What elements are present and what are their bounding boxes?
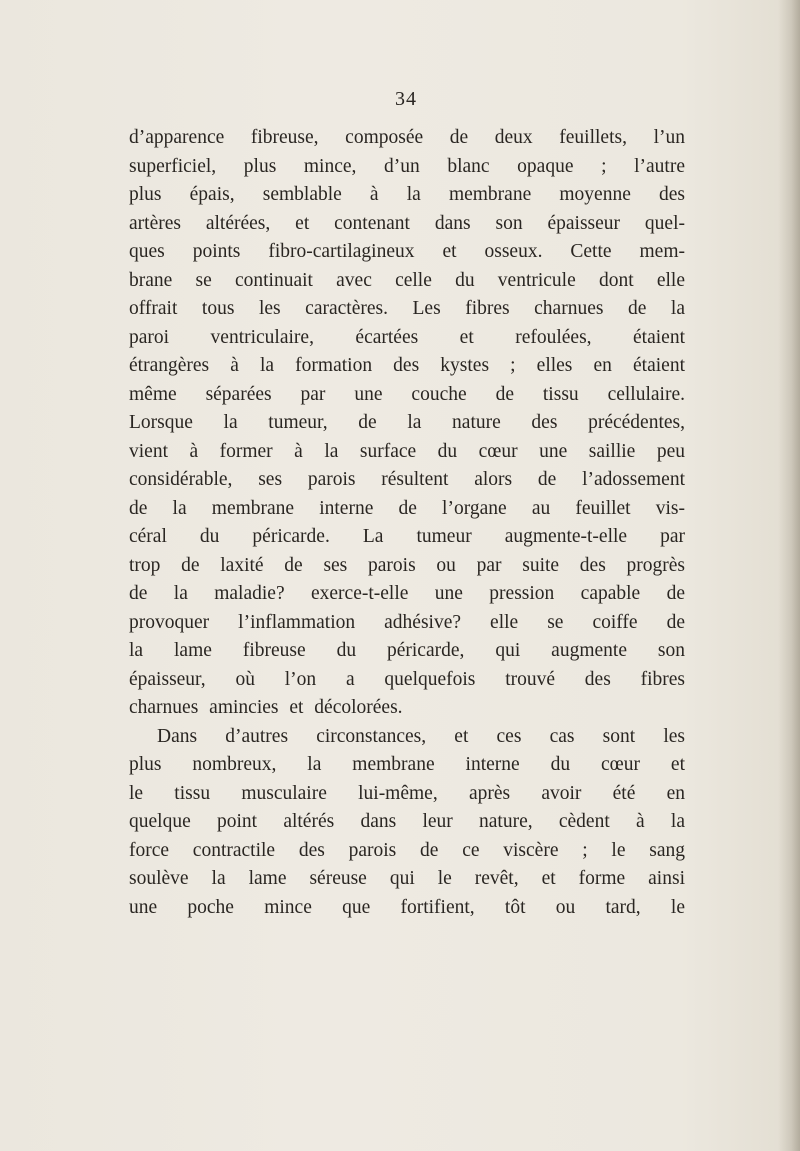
text-line: céral du péricarde. La tumeur augmente-t-elle par — [129, 526, 685, 547]
text-line: Dans d’autres circonstances, et ces cas sont les — [157, 725, 685, 747]
text-line: épaisseur, où l’on a quelquefois trouvé des fibres — [129, 668, 685, 690]
text-line: le tissu musculaire lui-même, après avoir été en — [129, 782, 685, 804]
text-line: même séparées par une couche de tissu cellulaire. — [129, 383, 685, 405]
text-line: trop de laxité de ses parois ou par suite des progrès — [129, 554, 685, 576]
text-line: quelque point altérés dans leur nature, cèdent à la — [129, 811, 685, 832]
text-line: plus épais, semblable à la membrane moyenne des — [129, 184, 685, 205]
text-line: vient à former à la surface du cœur une saillie peu — [129, 440, 685, 462]
text-line: paroi ventriculaire, écartées et refoulées, étaient — [129, 326, 685, 348]
text-line: superficiel, plus mince, d’un blanc opaque ; l’autre — [129, 155, 685, 177]
text-line: artères altérées, et contenant dans son épaisseur quel- — [129, 212, 685, 234]
text-line: soulève la lame séreuse qui le revêt, et forme ainsi — [129, 868, 685, 889]
text-line: force contractile des parois de ce viscère ; le sang — [129, 839, 685, 861]
body-text — [129, 124, 685, 922]
text-line: de la maladie? exerce-t-elle une pression capable de — [129, 583, 685, 604]
text-line: étrangères à la formation des kystes ; elles en étaient — [129, 355, 685, 376]
text-line: une poche mince que fortifient, tôt ou tard, le — [129, 896, 685, 918]
text-line: d’apparence fibreuse, composée de deux feuillets, l’un — [129, 127, 685, 148]
text-line: ques points fibro-cartilagineux et osseux. Cette mem- — [129, 241, 685, 262]
text-line: Lorsque la tumeur, de la nature des précédentes, — [129, 412, 685, 433]
text-line: offrait tous les caractères. Les fibres charnues de la — [129, 298, 685, 319]
text-line: provoquer l’inflammation adhésive? elle se coiffe de — [129, 611, 685, 633]
text-line: brane se continuait avec celle du ventricule dont elle — [129, 269, 685, 291]
text-line: la lame fibreuse du péricarde, qui augmente son — [129, 640, 685, 661]
text-line: considérable, ses parois résultent alors de l’adossement — [129, 469, 685, 490]
text-line: plus nombreux, la membrane interne du cœur et — [129, 754, 685, 775]
page-edge-shadow — [778, 0, 800, 1151]
text-line: de la membrane interne de l’organe au feuillet vis- — [129, 497, 685, 519]
text-line: charnues amincies et décolorées. — [129, 697, 403, 718]
page-number: 34 — [395, 88, 417, 110]
